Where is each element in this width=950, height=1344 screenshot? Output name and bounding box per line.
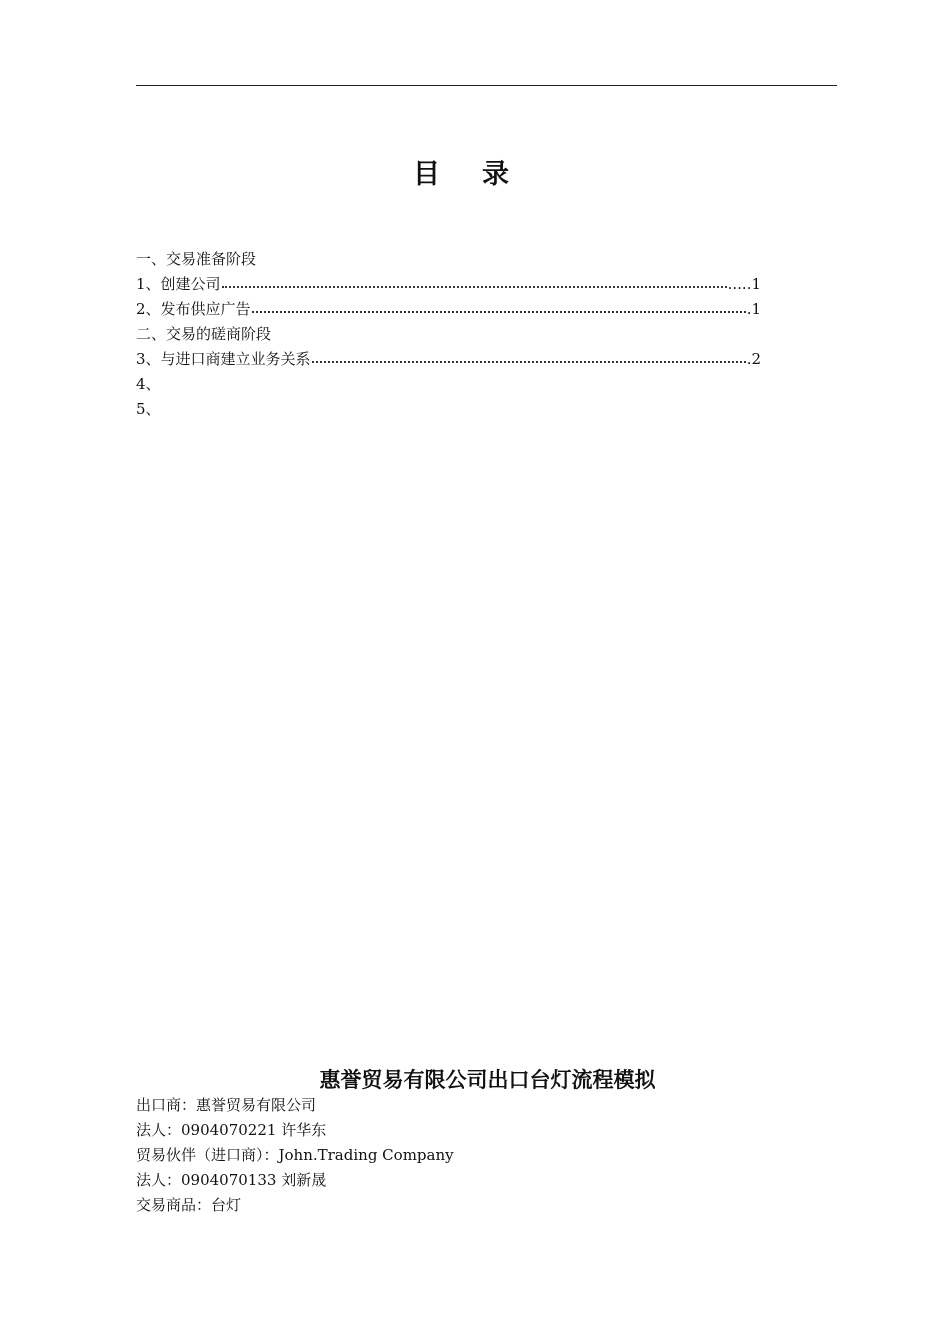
- toc-page-number: .....1: [727, 275, 761, 293]
- toc-item-label: 3、与进口商建立业务关系: [136, 350, 311, 368]
- document-info: [136, 1093, 454, 1218]
- toc-item-label: 2、发布供应广告: [136, 300, 251, 318]
- toc-item-label: 1、创建公司: [136, 275, 221, 293]
- dot-leader: [252, 311, 746, 313]
- toc-entry[interactable]: [136, 397, 761, 422]
- toc-page-number: .1: [746, 300, 761, 318]
- toc-section-heading[interactable]: [136, 322, 761, 347]
- dot-leader: [222, 286, 727, 288]
- document-title: 惠誉贸易有限公司出口台灯流程模拟: [319, 1068, 656, 1092]
- dot-leader: [312, 361, 746, 363]
- toc-entry[interactable]: [136, 347, 761, 372]
- toc-title: 目录: [413, 159, 551, 190]
- header-rule: [136, 85, 837, 86]
- trade-partner-line: 贸易伙伴（进口商）：John.Trading Company: [136, 1146, 454, 1164]
- toc-entry[interactable]: [136, 297, 761, 322]
- toc-entry[interactable]: [136, 272, 761, 297]
- importer-legal-person-line: 法人：0904070133 刘新晟: [136, 1171, 327, 1189]
- exporter-line: 出口商：惠誉贸易有限公司: [136, 1096, 317, 1114]
- toc-section-heading[interactable]: [136, 247, 761, 272]
- exporter-legal-person-line: 法人：0904070221 许华东: [136, 1121, 327, 1139]
- table-of-contents: [136, 247, 761, 422]
- toc-item-label: 二、交易的磋商阶段: [136, 325, 272, 343]
- toc-entry[interactable]: [136, 372, 761, 397]
- toc-item-label: 一、交易准备阶段: [136, 250, 257, 268]
- toc-item-label: 4、: [136, 375, 161, 393]
- toc-item-label: 5、: [136, 400, 161, 418]
- toc-page-number: .2: [746, 350, 761, 368]
- commodity-line: 交易商品：台灯: [136, 1196, 242, 1214]
